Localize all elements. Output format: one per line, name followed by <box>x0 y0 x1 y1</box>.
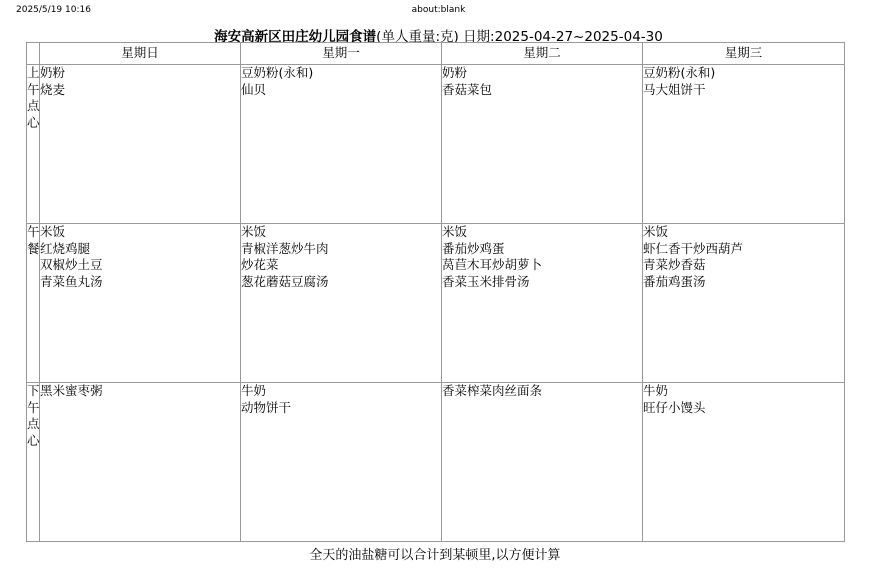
meal-label-char: 餐 <box>27 240 40 256</box>
menu-cell <box>241 383 442 542</box>
meal-label-char: 心 <box>27 114 40 130</box>
dish: 豆奶粉(永和) <box>241 65 314 80</box>
footer-note: 全天的油盐糖可以合计到某顿里,以方便计算 <box>309 548 561 563</box>
day-header: 星期日 <box>40 43 241 65</box>
meal-row-afternoon-snack <box>27 383 845 542</box>
meal-label <box>27 224 40 383</box>
meal-label-char: 上 <box>27 65 40 80</box>
day-header: 星期一 <box>241 43 442 65</box>
dish: 豆奶粉(永和) <box>643 65 716 80</box>
menu-cell <box>643 224 845 383</box>
print-url: about:blank <box>411 5 466 15</box>
dish: 双椒炒土豆 <box>40 257 103 272</box>
menu-cell <box>40 224 241 383</box>
dish: 仙贝 <box>241 81 267 97</box>
dish: 黑米蜜枣粥 <box>40 383 103 398</box>
menu-cell <box>40 65 241 224</box>
dish: 葱花蘑菇豆腐汤 <box>241 273 329 289</box>
day-header: 星期二 <box>442 43 643 65</box>
meal-row-morning-snack <box>27 65 845 224</box>
corner-cell <box>27 43 40 65</box>
dish: 米饭 <box>442 224 468 239</box>
dish: 番茄鸡蛋汤 <box>643 273 706 289</box>
dish: 香菇菜包 <box>442 81 493 97</box>
dish: 红烧鸡腿 <box>40 240 91 256</box>
meal-label-char: 下 <box>27 383 40 398</box>
meal-label <box>27 65 40 224</box>
school-name: 海安高新区田庄幼儿园食谱 <box>214 29 377 45</box>
day-header-row <box>27 43 845 65</box>
dish: 牛奶 <box>643 383 669 398</box>
dish: 青菜鱼丸汤 <box>40 273 103 289</box>
dish: 青椒洋葱炒牛肉 <box>241 240 329 256</box>
menu-cell <box>442 224 643 383</box>
dish: 香菜榨菜肉丝面条 <box>442 383 543 398</box>
dish: 马大姐饼干 <box>643 81 706 97</box>
menu-cell <box>241 65 442 224</box>
meal-label-char: 点 <box>27 98 40 113</box>
meal-row-lunch <box>27 224 845 383</box>
dish: 青菜炒香菇 <box>643 257 706 272</box>
dish: 牛奶 <box>241 383 267 398</box>
menu-cell <box>643 65 845 224</box>
date-range: 日期:2025-04-27~2025-04-30 <box>458 29 663 45</box>
weight-unit: (单人重量:克) <box>376 29 459 45</box>
dish: 动物饼干 <box>241 399 292 415</box>
dish: 米饭 <box>643 224 669 239</box>
menu-cell <box>40 383 241 542</box>
meal-label-char: 午 <box>27 399 40 415</box>
meal-label-char: 点 <box>27 416 40 431</box>
dish: 香菜玉米排骨汤 <box>442 273 530 289</box>
dish: 米饭 <box>241 224 267 239</box>
meal-label <box>27 383 40 542</box>
meal-label-char: 午 <box>27 224 40 239</box>
print-datetime: 2025/5/19 10:16 <box>16 5 91 15</box>
dish: 烧麦 <box>40 81 66 97</box>
meal-label-char: 午 <box>27 81 40 97</box>
menu-cell <box>442 383 643 542</box>
menu-table <box>26 42 845 542</box>
menu-cell <box>643 383 845 542</box>
menu-cell <box>241 224 442 383</box>
day-header: 星期三 <box>643 43 845 65</box>
dish: 旺仔小馒头 <box>643 399 706 415</box>
dish: 炒花菜 <box>241 257 279 272</box>
menu-cell <box>442 65 643 224</box>
meal-label-char: 心 <box>27 432 40 448</box>
dish: 虾仁香干炒西葫芦 <box>643 240 744 256</box>
dish: 莴苣木耳炒胡萝卜 <box>442 257 543 272</box>
dish: 米饭 <box>40 224 66 239</box>
dish: 奶粉 <box>442 65 468 80</box>
dish: 番茄炒鸡蛋 <box>442 240 505 256</box>
dish: 奶粉 <box>40 65 66 80</box>
